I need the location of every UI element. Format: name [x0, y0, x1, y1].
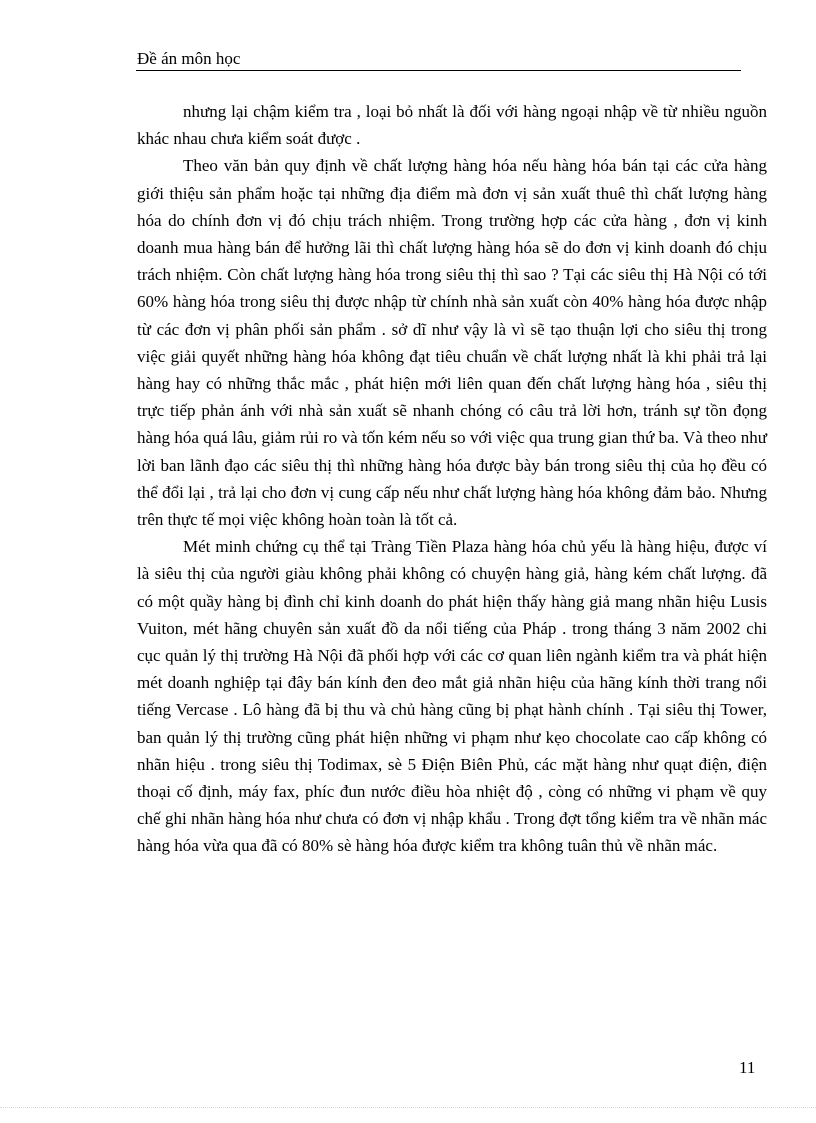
paragraph-quality-regulation: Theo văn bản quy định về chất lượng hàng hóa nếu hàng hóa bán tại các cửa hàng giới thiệu sản phẩm hoặc tại những địa điểm mà đơn vị sản xuất thuê thì chất lượng hàng hóa do chính đơn vị đó chịu trách nhiệm. Trong trường hợp các cửa hàng , đơn vị kinh doanh mua hàng bán để hưởng lãi thì chất lượng hàng hóa sẽ do đơn vị kinh doanh đó chịu trách nhiệm. Còn chất lượng hàng hóa trong siêu thị thì sao ? Tại các siêu thị Hà Nội có tới 60% hàng hóa trong siêu thị được nhập từ chính nhà sản xuất còn 40% hàng hóa được nhập từ các đơn vị phân phối sản phẩm . sở dĩ như vậy là vì sẽ tạo thuận lợi cho siêu thị trong việc giải quyết những hàng hóa không đạt tiêu chuẩn về chất lượng nhất là khi phải trả lại hàng hay có những thắc mắc , phát hiện mới liên quan đến chất lượng hàng hóa , siêu thị trực tiếp phản ánh với nhà sản xuất sẽ nhanh chóng có câu trả lời hơn, tránh sự tồn đọng hàng hóa quá lâu, giảm rủi ro và tốn kém nếu so với việc qua trung gian thứ ba. Và theo như lời ban lãnh đạo các siêu thị thì những hàng hóa được bày bán trong siêu thị của họ đều có thể đổi lại , trả lại cho đơn vị cung cấp nếu như chất lượng hàng hóa không đảm bảo. Nhưng trên thực tế mọi việc không hoàn toàn là tốt cả. [137, 156, 767, 530]
paragraph-evidence: Mét minh chứng cụ thể tại Tràng Tiền Plaza hàng hóa chủ yếu là hàng hiệu, được ví là siêu thị của người giàu không phải không có chuyện hàng giả, hàng kém chất lượng. đã có một quầy hàng bị đình chỉ kinh doanh do phát hiện thấy hàng giả mang nhãn hiệu Lusis Vuiton, mét hãng chuyên sản xuất đồ da nổi tiếng của Pháp . trong tháng 3 năm 2002 chi cục quản lý thị trường Hà Nội đã phối hợp với các cơ quan liên ngành kiểm tra và phát hiện mét doanh nghiệp tại đây bán kính đen đeo mắt giả nhãn hiệu của hãng kính thời trang nổi tiếng Vercase . Lô hàng đã bị thu và chủ hàng cũng bị phạt hành chính . Tại siêu thị Tower, ban quản lý thị trường cũng phát hiện những vi phạm như kẹo chocolate cao cấp không có nhãn hiệu . trong siêu thị Todimax, sè 5 Điện Biên Phủ, các mặt hàng như quạt điện, điện thoại cố định, máy fax, phíc đun nước điều hòa nhiệt độ , còng có những vi phạm về quy chế ghi nhãn hàng hóa như chưa có đơn vị nhập khẩu . Trong đợt tổng kiểm tra về nhãn mác hàng hóa vừa qua đã có 80% sè hàng hóa được kiểm tra không tuân thủ về nhãn mác. [137, 537, 767, 856]
header-title: Đề án môn học [137, 49, 241, 68]
footer-divider [0, 1107, 816, 1108]
header-divider [136, 70, 741, 71]
paragraph-continuation: nhưng lại chậm kiểm tra , loại bỏ nhất là đối với hàng ngoại nhập về từ nhiều nguồn khác nhau chưa kiểm soát được . [137, 102, 767, 149]
page-number: 11 [739, 1058, 756, 1077]
document-body [137, 98, 767, 860]
